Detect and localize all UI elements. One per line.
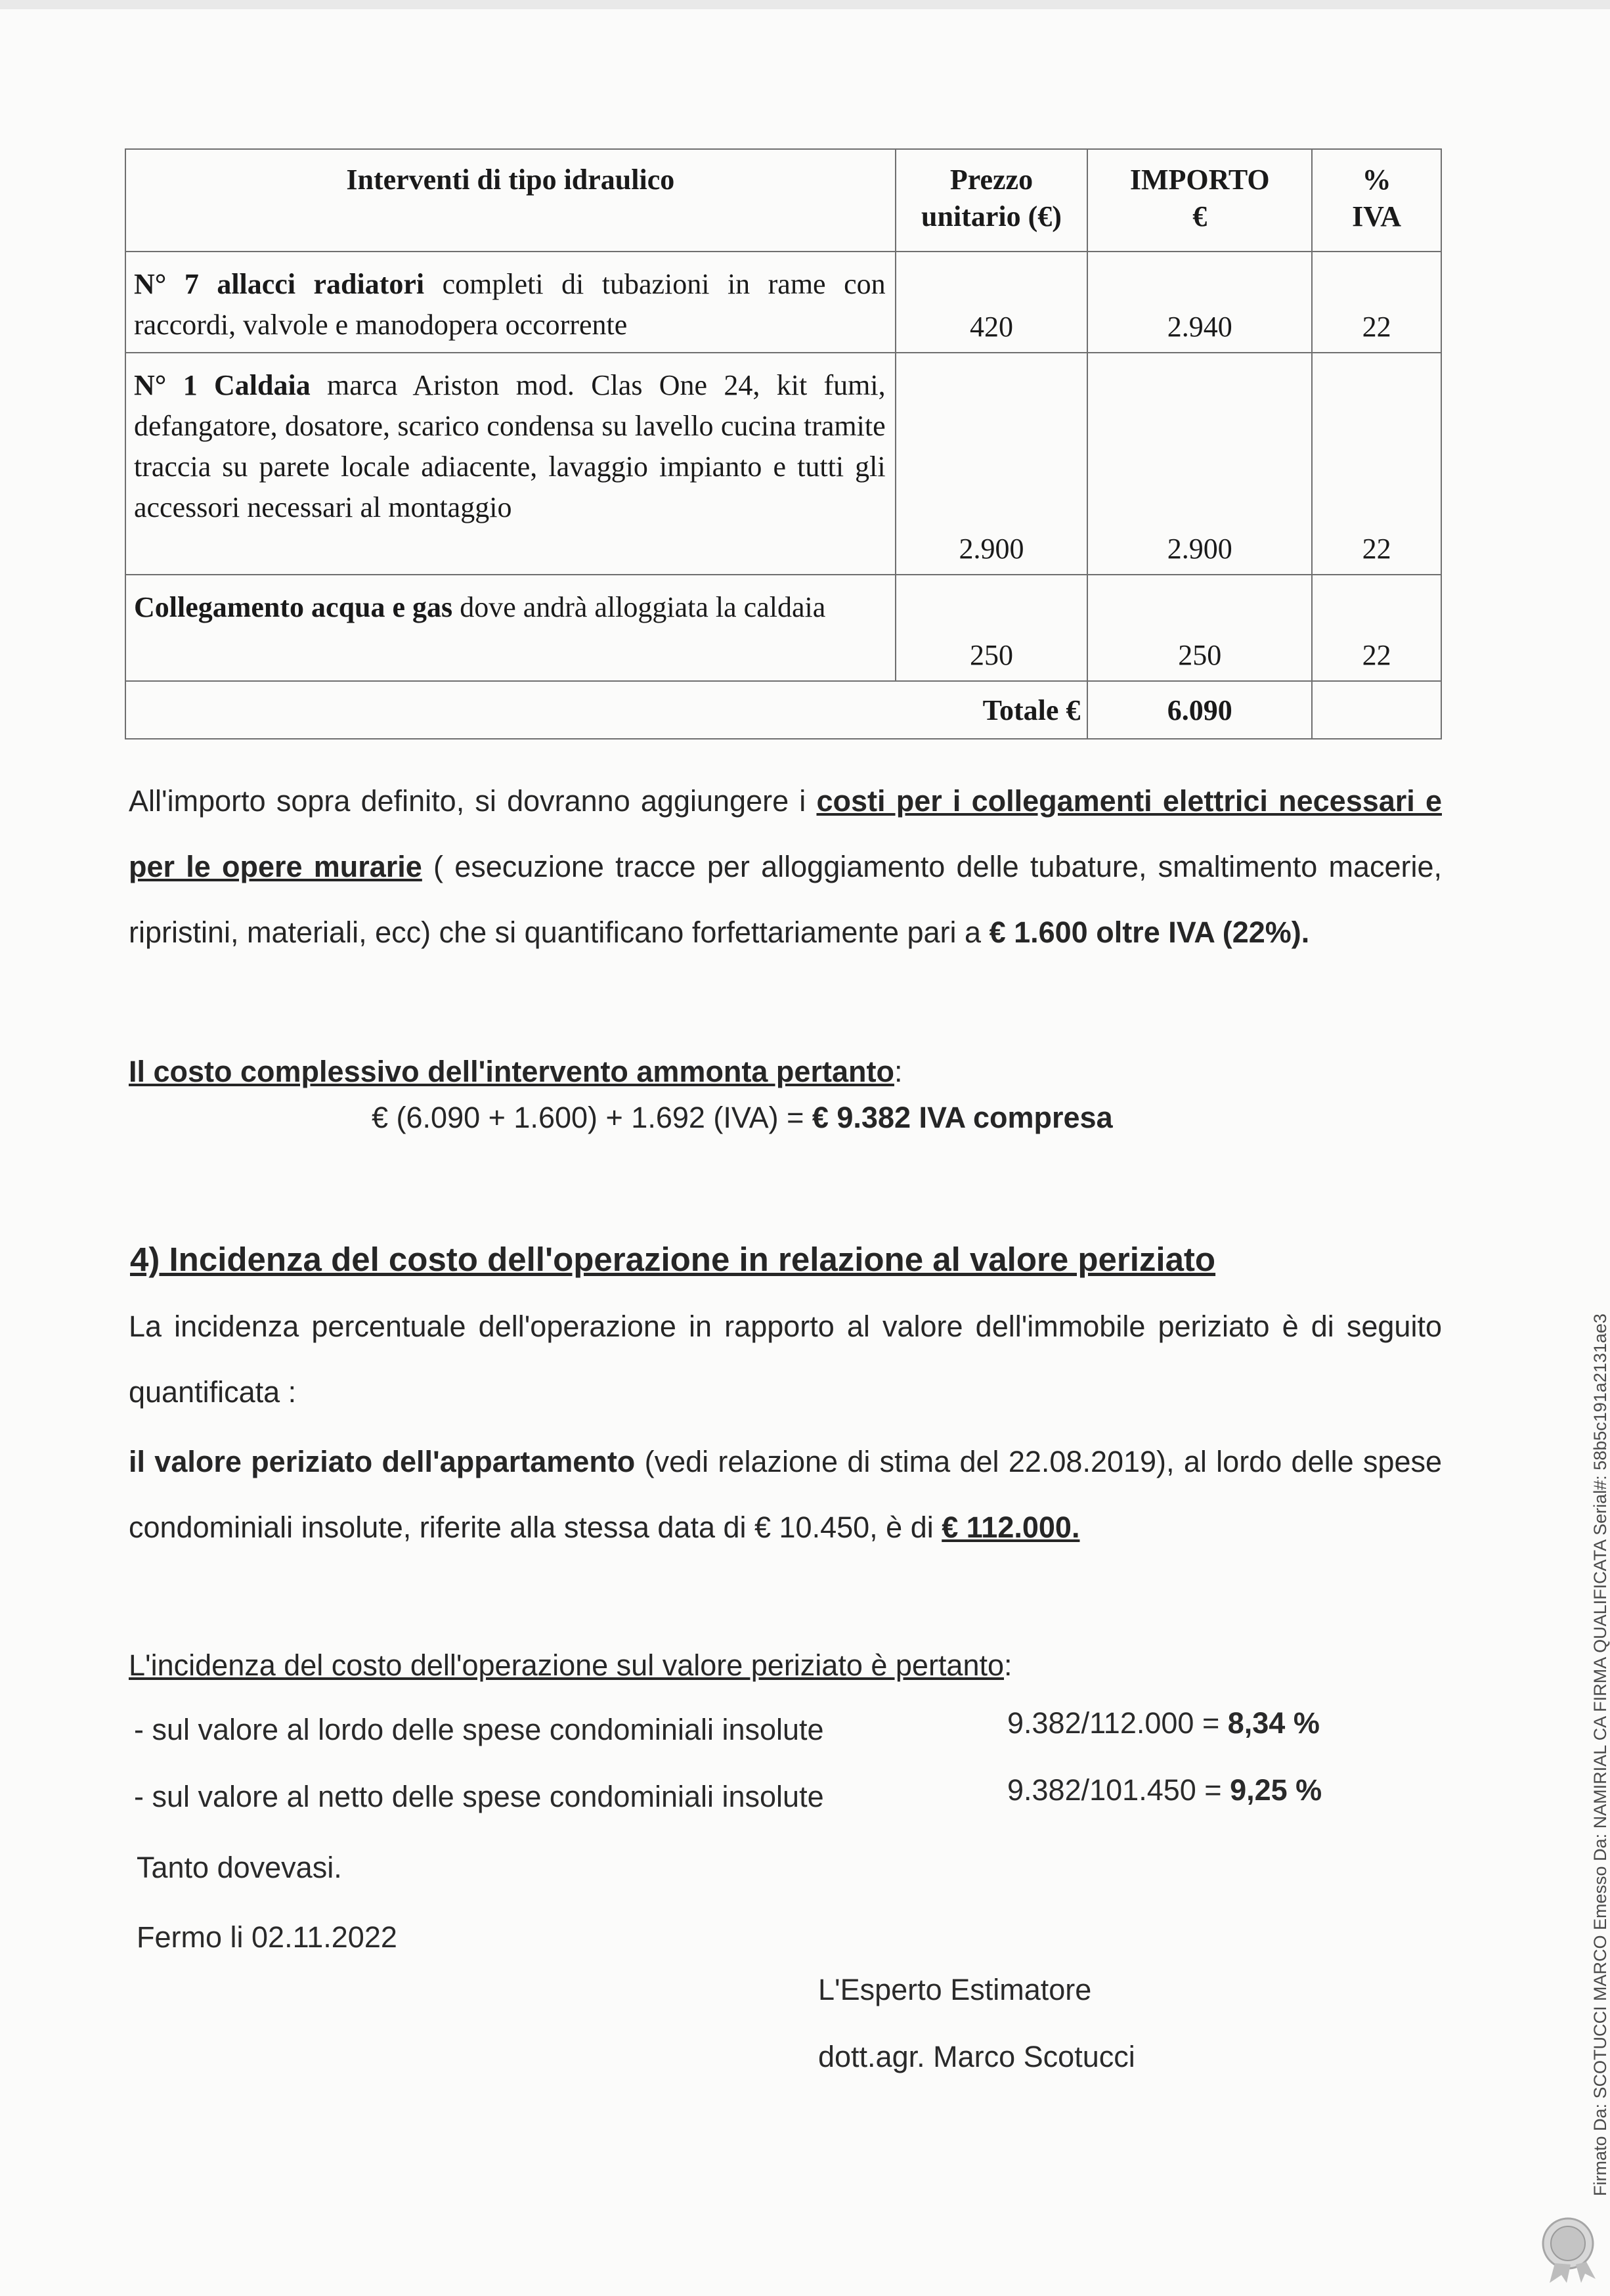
row-amount: 250 [1087, 575, 1312, 681]
incidence-label: L'incidenza del costo dell'operazione sul valore periziato è pertanto [129, 1648, 1005, 1682]
formula-expression: € (6.090 + 1.600) + 1.692 (IVA) = [372, 1101, 812, 1134]
signature-name: dott.agr. Marco Scotucci [818, 2040, 1135, 2073]
header-unit-price [896, 149, 1088, 252]
table-row [125, 353, 1441, 575]
header-description: Interventi di tipo idraulico [125, 149, 896, 252]
appraised-value-text: (vedi relazione di stima del 22.08.2019), al lordo delle spese condominiali insolute, riferite alla stessa data di € 10.450, è di [129, 1445, 1442, 1544]
incidence-gross-result: 8,34 % [1227, 1706, 1320, 1740]
hydraulic-costs-table [125, 148, 1442, 740]
row-description-bold: Collegamento acqua e gas [134, 591, 453, 623]
additional-costs-underlined: costi per i collegamenti elettrici necessari e per le opere murarie [129, 784, 1442, 883]
incidence-net-result: 9,25 % [1230, 1773, 1322, 1807]
row-description [125, 252, 896, 353]
additional-costs-rest: ( esecuzione tracce per alloggiamento delle tubature, smaltimento macerie, ripristini, materiali, ecc) che si quantificano forfettariamente pari a [129, 850, 1443, 949]
row-unit-price: 2.900 [896, 353, 1088, 575]
signature-role: L'Esperto Estimatore [818, 1973, 1092, 2006]
header-unit-price-line1: Prezzo [949, 164, 1033, 196]
digital-signature-stamp: Firmato Da: SCOTUCCI MARCO Emesso Da: NAMIRIAL CA FIRMA QUALIFICATA Serial#: 58b5c191a2131ae3 [1590, 1314, 1610, 2196]
row-description-bold: N° 1 Caldaia [134, 369, 311, 401]
row-vat: 22 [1312, 353, 1441, 575]
header-vat-line2: IVA [1352, 200, 1402, 232]
incidence-gross-calc [1007, 1706, 1320, 1740]
row-description [125, 575, 896, 681]
scan-top-edge [0, 0, 1610, 9]
cost-formula [372, 1101, 1113, 1135]
total-cost-label: Il costo complessivo dell'intervento ammonta pertanto [129, 1055, 894, 1088]
row-description-text: marca Ariston mod. Clas One 24, kit fumi, defangatore, dosatore, scarico condensa su lavello cucina tramite traccia su parete locale adiacente, lavaggio impianto e tutti gli accessori necessari al montaggio [134, 369, 886, 523]
row-amount: 2.900 [1087, 353, 1312, 575]
incidence-net-calc [1007, 1773, 1322, 1807]
place-date: Fermo li 02.11.2022 [137, 1920, 397, 1954]
header-amount-line1: IMPORTO [1129, 164, 1270, 196]
row-unit-price: 420 [896, 252, 1088, 353]
header-amount-line2: € [1192, 200, 1208, 232]
incidence-net-label: - sul valore al netto delle spese condominiali insolute [134, 1780, 824, 1813]
row-description-text: completi di tubazioni in rame con raccordi, valvole e manodopera occorrente [134, 268, 886, 341]
incidence-gross-formula: 9.382/112.000 = [1007, 1706, 1228, 1740]
table-header-row [125, 149, 1441, 252]
row-description [125, 353, 896, 575]
incidence-net-formula: 9.382/101.450 = [1007, 1773, 1230, 1807]
row-unit-price: 250 [896, 575, 1088, 681]
total-vat-empty [1312, 681, 1441, 739]
incidence-colon: : [1004, 1648, 1012, 1682]
section-heading: 4) Incidenza del costo dell'operazione in relazione al valore periziato [130, 1241, 1216, 1278]
header-vat [1312, 149, 1441, 252]
additional-costs-amount: € 1.600 oltre IVA (22%). [989, 916, 1310, 949]
closing-text: Tanto dovevasi. [137, 1851, 342, 1884]
row-description-bold: N° 7 allacci radiatori [134, 268, 425, 300]
table-row [125, 575, 1441, 681]
header-amount [1087, 149, 1312, 252]
additional-costs-intro: All'importo sopra definito, si dovranno aggiungere i [129, 784, 817, 818]
row-vat: 22 [1312, 575, 1441, 681]
incidence-gross-label: - sul valore al lordo delle spese condominiali insolute [134, 1713, 824, 1746]
total-value: 6.090 [1087, 681, 1312, 739]
row-description-text: dove andrà alloggiata la caldaia [452, 591, 826, 623]
total-label: Totale € [125, 681, 1087, 739]
appraised-value-paragraph [129, 1429, 1442, 1560]
table-row [125, 252, 1441, 353]
appraised-value-amount: € 112.000. [942, 1511, 1080, 1544]
formula-result: € 9.382 IVA compresa [812, 1101, 1113, 1134]
table-total-row [125, 681, 1441, 739]
incidence-label-line [129, 1633, 1442, 1698]
incidence-intro: La incidenza percentuale dell'operazione in rapporto al valore dell'immobile periziato è di seguito quantificata : [129, 1310, 1442, 1409]
row-vat: 22 [1312, 252, 1441, 353]
total-cost-line [129, 1039, 1442, 1105]
additional-costs-paragraph [129, 768, 1442, 965]
row-amount: 2.940 [1087, 252, 1312, 353]
seal-icon [1535, 2204, 1597, 2283]
appraised-value-bold: il valore periziato dell'appartamento [129, 1445, 636, 1478]
total-cost-colon: : [894, 1055, 903, 1088]
header-unit-price-line2: unitario (€) [921, 200, 1062, 232]
header-vat-line1: % [1362, 164, 1391, 196]
